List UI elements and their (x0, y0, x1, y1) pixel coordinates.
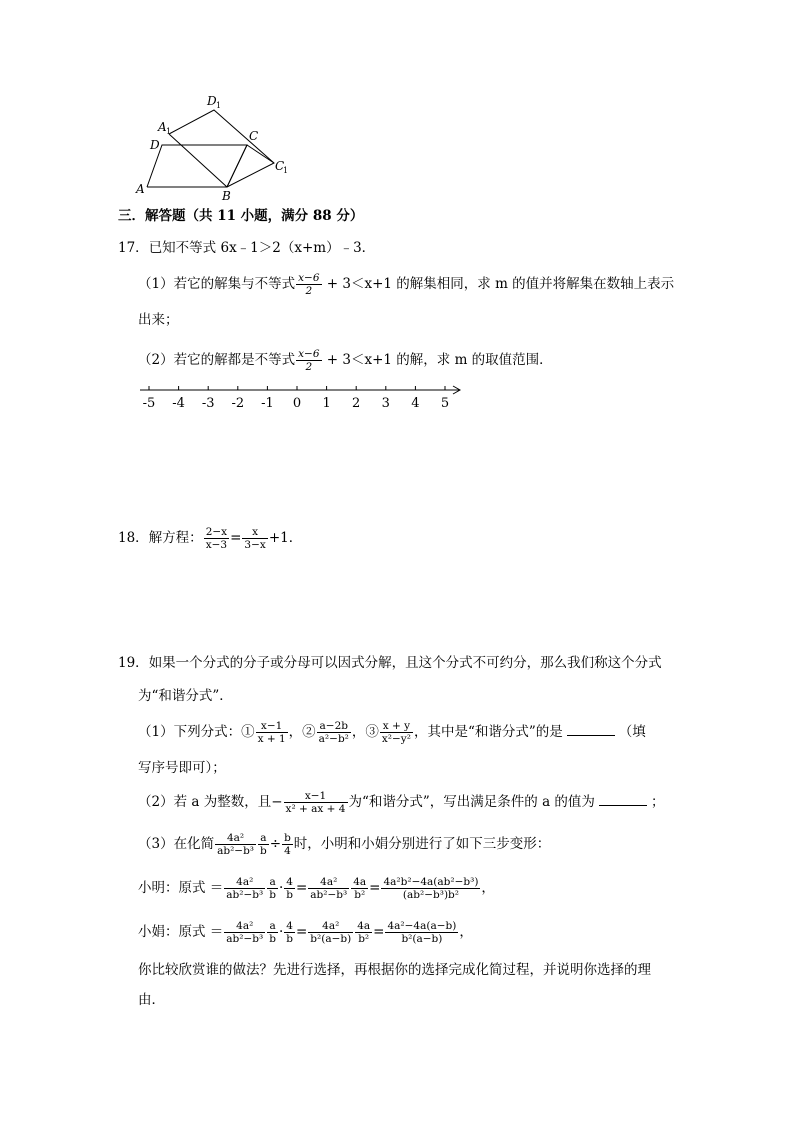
number-line (135, 380, 470, 412)
fraction: $\frac{2-x}{x-3}$ (205, 526, 228, 551)
answer-blank (599, 793, 647, 806)
fraction: $\frac{\text{4a²b²−4a(ab²−b³)}}{\text{(ab²−b³)b²}}$ (383, 876, 479, 901)
parallelogram-abcd (147, 145, 247, 187)
label-a1: A (158, 120, 167, 134)
label-d: D (150, 138, 160, 152)
q19-part1-l2: 写序号即可）； (138, 760, 226, 776)
fraction: $\frac{x}{3-x}$ (244, 526, 266, 551)
answer-blank (567, 723, 615, 736)
q19-end-l2: 由． (138, 992, 165, 1008)
fraction: $\frac{\text{4a²}}{\text{ab²−b³}}$ (226, 876, 264, 901)
fraction: $\frac{\text{4a²−4a(a−b)}}{\text{b²(a−b)}}$ (387, 920, 457, 945)
number-line-label: 2 (352, 396, 361, 411)
fraction: $\frac{a}{b}$ (269, 876, 276, 901)
fraction: $\frac{4a}{\text{b²}}$ (353, 876, 367, 901)
q17-stem: 17．已知不等式 6x﹣1＞2（x+m）﹣3． (118, 240, 376, 256)
fraction: $\frac{\text{4a²}}{\text{b²(a−b)}}$ (310, 920, 352, 945)
number-line-label: 3 (381, 396, 390, 411)
svg-text:1: 1 (216, 101, 222, 110)
number-line-label: 1 (322, 396, 331, 411)
fraction: $\frac{x-6}{2}$ (298, 348, 320, 373)
fraction: $\frac{x + y}{\text{x²−y²}}$ (381, 720, 411, 745)
fraction: $\frac{4}{b}$ (286, 920, 293, 945)
xiaojuan-line: 小娟：原式 ＝ $\frac{\text{4a²}}{\text{ab²−b³}}$ $\frac{a}{b}$ · $\frac{4}{b}$ = $\frac{\text{4a²}}{\text{b²(a−b)}}$ $\frac{4a}{\text{b²}}$ = $\frac{\text{4a²−4a(a−b)}}{\text{b²(a−b)}}$ ， (138, 920, 473, 945)
section-title: 三．解答题（共 11 小题，满分 88 分） (118, 208, 364, 224)
fraction: $\frac{a-2b}{\text{a²−b²}}$ (318, 720, 349, 745)
number-line-label: -5 (142, 396, 156, 411)
parallelogram-figure (130, 90, 300, 200)
fraction: $\frac{\text{4a²}}{\text{ab²−b³}}$ (226, 920, 264, 945)
q19-stem-l2: 为“和谐分式”． (138, 688, 233, 704)
label-d1: D (207, 94, 217, 108)
fraction: $\frac{a}{b}$ (260, 832, 267, 857)
xiaoming-line: 小明：原式 ＝ $\frac{\text{4a²}}{\text{ab²−b³}}$ $\frac{a}{b}$ · $\frac{4}{b}$ = $\frac{\text{4a²}}{\text{ab²−b³}}$ $\frac{4a}{\text{b²}}$ = $\frac{\text{4a²b²−4a(ab²−b³)}}{\text{(ab²−b³)b²}}$ ， (138, 876, 495, 901)
q18: 18．解方程： $\frac{2-x}{x-3}$ = $\frac{x}{3-x}$ +1． (118, 526, 303, 551)
number-line-label: 4 (411, 396, 420, 411)
svg-text:1: 1 (283, 166, 289, 175)
number-line-label: 5 (440, 396, 450, 411)
number-line-label: -4 (172, 396, 185, 411)
q17-part1: （1）若它的解集与不等式 $\frac{x-6}{2}$ + 3＜x+1 的解集相同，求 m 的值并将解集在数轴上表示 (138, 272, 675, 297)
fraction: $\frac{b}{4}$ (284, 832, 291, 857)
fraction: $\frac{x-1}{x + 1}$ (257, 720, 286, 745)
q19-part3: （3）在化简 $\frac{\text{4a²}}{\text{ab²−b³}}$ $\frac{a}{b}$ ÷ $\frac{b}{4}$ 时，小明和小娟分别进行了如下三步变形： (138, 832, 551, 857)
fraction: $\frac{x-1}{\text{x² + ax + 4}}$ (285, 790, 346, 815)
fraction: $\frac{a}{b}$ (269, 920, 276, 945)
q17-part1-cont: 出来； (138, 312, 179, 328)
label-c1: C (275, 159, 285, 173)
svg-text:1: 1 (166, 127, 172, 136)
fraction: $\frac{x-6}{2}$ (298, 272, 320, 297)
number-line-label: 0 (292, 396, 302, 411)
fraction: $\frac{4a}{\text{b²}}$ (357, 920, 371, 945)
fraction: $\frac{\text{4a²}}{\text{ab²−b³}}$ (217, 832, 255, 857)
number-line-label: -1 (261, 396, 274, 411)
number-line-label: -2 (231, 396, 245, 411)
fraction: $\frac{\text{4a²}}{\text{ab²−b³}}$ (310, 876, 348, 901)
q17-part2: （2）若它的解都是不等式 $\frac{x-6}{2}$ + 3＜x+1 的解，求 m 的取值范围． (138, 348, 553, 373)
fraction: $\frac{4}{b}$ (286, 876, 293, 901)
label-c: C (249, 129, 259, 143)
label-a: A (136, 182, 145, 196)
q19-part1: （1）下列分式：① $\frac{x-1}{x + 1}$ ，② $\frac{a-2b}{\text{a²−b²}}$ ，③ $\frac{x + y}{\text{x²−y²}}$ ，其中是“和谐分式”的是 （填 (138, 720, 646, 745)
q19-stem-l1: 19．如果一个分式的分子或分母可以因式分解，且这个分式不可约分，那么我们称这个分式 (118, 655, 662, 671)
q19-end-l1: 你比较欣赏谁的做法？先进行选择，再根据你的选择完成化简过程，并说明你选择的理 (138, 962, 651, 978)
parallelogram-a1bc1d1 (169, 110, 274, 187)
label-b: B (222, 189, 231, 200)
q19-part2: （2）若 a 为整数，且− $\frac{x-1}{\text{x² + ax + 4}}$ 为“和谐分式”，写出满足条件的 a 的值为 ； (138, 790, 665, 815)
number-line-label: -3 (201, 396, 215, 411)
